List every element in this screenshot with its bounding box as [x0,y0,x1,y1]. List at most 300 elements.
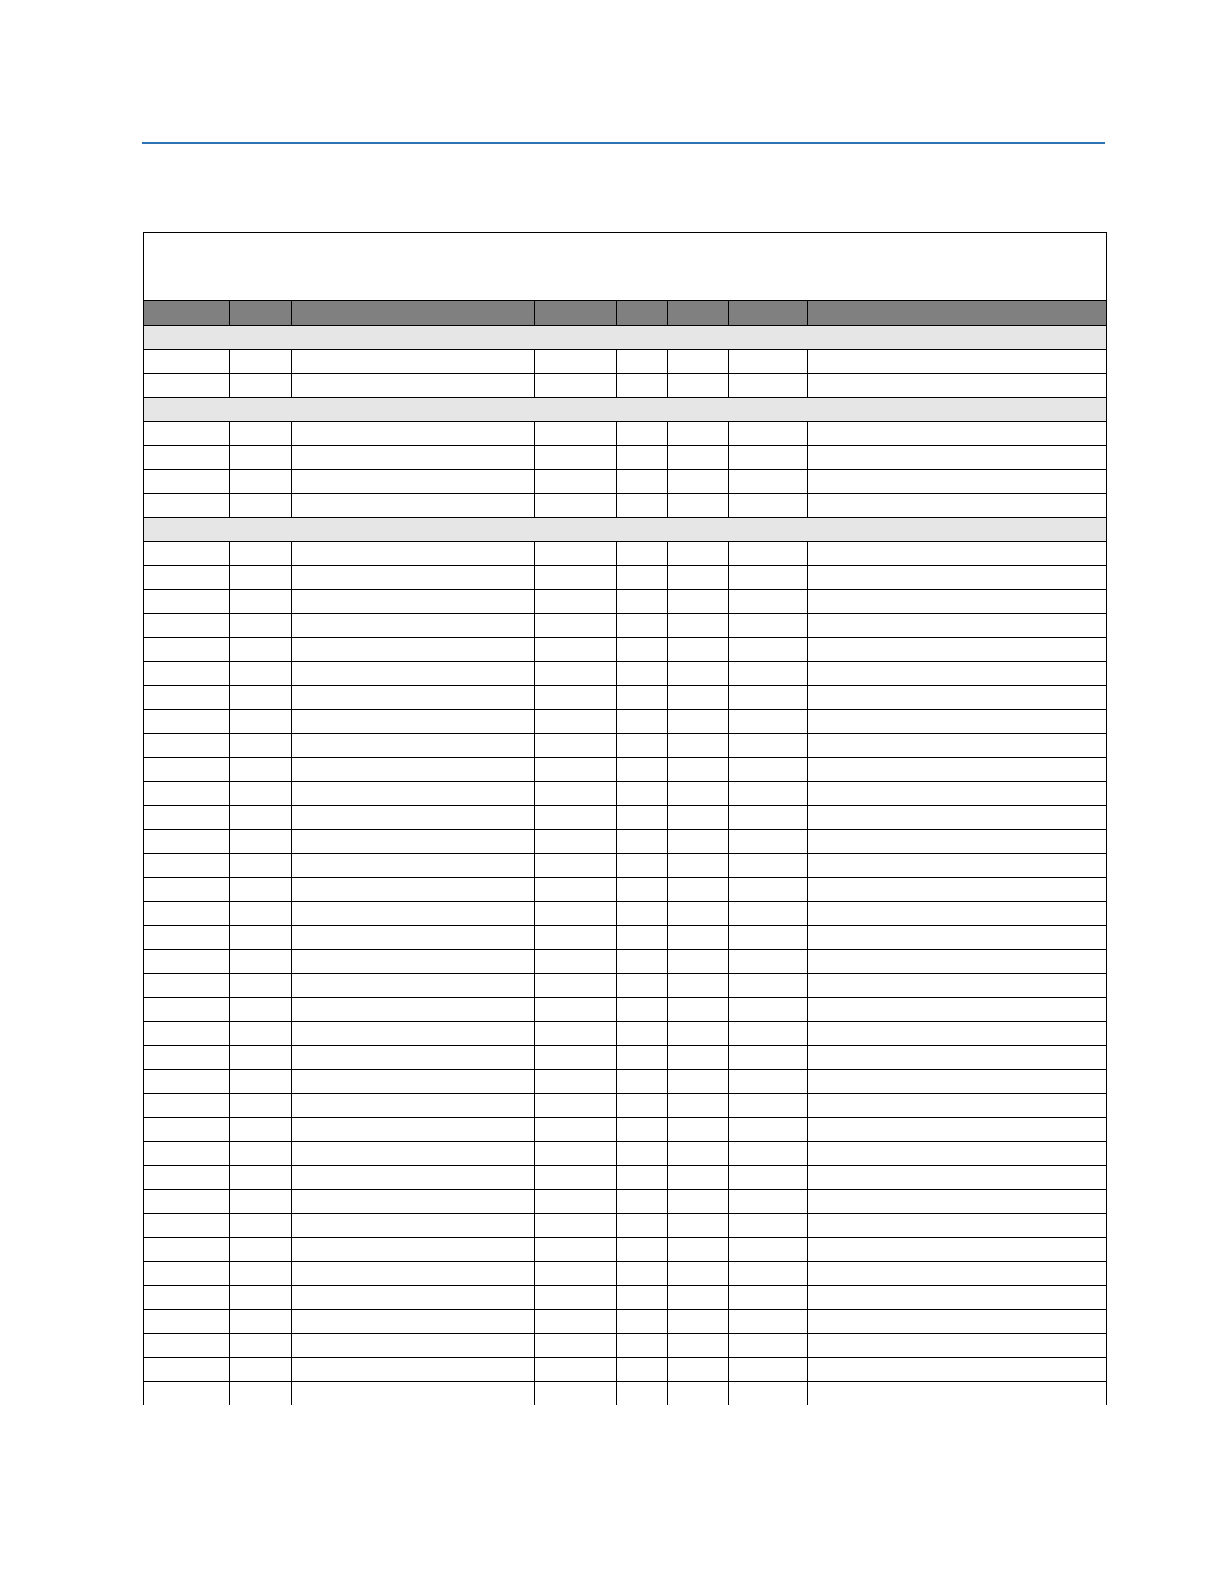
table-cell [808,758,1107,782]
table-cell [617,1238,668,1262]
table-cell [808,1286,1107,1310]
table-cell [729,542,808,566]
table-cell [535,1262,617,1286]
table-row [144,1238,1107,1262]
table-cell [668,974,729,998]
table-cell [230,758,292,782]
table-cell [617,950,668,974]
table-cell [144,998,230,1022]
table-cell [617,638,668,662]
table-cell [144,854,230,878]
table-row [144,1286,1107,1310]
table-cell [144,1118,230,1142]
table-cell [808,1382,1107,1406]
table-cell [292,782,535,806]
table-cell [535,1094,617,1118]
table-cell [808,998,1107,1022]
table-cell [292,662,535,686]
table-cell [535,422,617,446]
table-cell [808,902,1107,926]
table-cell [617,830,668,854]
table-cell [808,494,1107,518]
table-cell [144,1286,230,1310]
table-cell [535,878,617,902]
table-cell [535,1118,617,1142]
table-cell [617,974,668,998]
table-cell [230,686,292,710]
table-cell [144,1166,230,1190]
table-cell [729,1070,808,1094]
table-cell [535,1190,617,1214]
table-cell [668,1094,729,1118]
table-row [144,446,1107,470]
table-cell [617,1118,668,1142]
table-cell [535,566,617,590]
table-row [144,1022,1107,1046]
table-cell [144,1334,230,1358]
table-cell [808,470,1107,494]
table-cell [144,1310,230,1334]
table-cell [729,878,808,902]
table-cell [230,446,292,470]
table-cell [729,782,808,806]
table-cell [144,902,230,926]
table-cell [230,1190,292,1214]
table-cell [617,1310,668,1334]
section-label [144,518,1107,542]
table-cell [535,902,617,926]
table-cell [808,662,1107,686]
table-cell [668,1070,729,1094]
table-row [144,998,1107,1022]
table-cell [292,1142,535,1166]
table-cell [292,1070,535,1094]
table-cell [668,614,729,638]
table-cell [230,734,292,758]
table-cell [668,542,729,566]
table-cell [230,470,292,494]
table-row [144,950,1107,974]
table-cell [808,590,1107,614]
table-cell [230,1046,292,1070]
table-row [144,1358,1107,1382]
table-cell [144,566,230,590]
table-cell [668,566,729,590]
table-cell [144,878,230,902]
column-header [729,301,808,326]
table-row [144,494,1107,518]
table-cell [668,1118,729,1142]
table-cell [808,1022,1107,1046]
table-cell [144,470,230,494]
table-cell [535,830,617,854]
table-cell [617,494,668,518]
table-cell [230,1142,292,1166]
table-row [144,1094,1107,1118]
table-row [144,734,1107,758]
table-cell [617,998,668,1022]
table-cell [144,1382,230,1406]
table-cell [144,1022,230,1046]
table-cell [808,926,1107,950]
table-cell [668,1358,729,1382]
table-cell [535,1382,617,1406]
table-cell [668,422,729,446]
table-cell [144,758,230,782]
table-cell [617,1070,668,1094]
table-row [144,590,1107,614]
table-cell [668,1190,729,1214]
table-cell [292,854,535,878]
table-cell [617,758,668,782]
table-cell [292,374,535,398]
table-cell [292,830,535,854]
table-cell [668,686,729,710]
table-cell [230,1358,292,1382]
table-cell [808,830,1107,854]
table-cell [535,1070,617,1094]
table-cell [535,950,617,974]
table-cell [292,878,535,902]
table-cell [668,1310,729,1334]
table-cell [292,758,535,782]
table-cell [535,854,617,878]
table-cell [292,902,535,926]
table-cell [292,1166,535,1190]
table-row [144,422,1107,446]
column-header [535,301,617,326]
table-row [144,878,1107,902]
table-cell [144,590,230,614]
table-cell [729,734,808,758]
table-row [144,542,1107,566]
table-cell [617,1334,668,1358]
table-cell [617,926,668,950]
table-cell [144,1214,230,1238]
table-cell [808,1046,1107,1070]
table-cell [617,1358,668,1382]
table-cell [292,950,535,974]
table-cell [230,854,292,878]
table-cell [729,950,808,974]
table-cell [535,734,617,758]
table-cell [729,1358,808,1382]
table-cell [292,1118,535,1142]
table-cell [292,1310,535,1334]
document-table [143,232,1107,1405]
table-cell [535,494,617,518]
table-cell [617,1022,668,1046]
table-cell [808,782,1107,806]
table-cell [144,1046,230,1070]
table-cell [808,950,1107,974]
table-cell [230,614,292,638]
table-row [144,350,1107,374]
table-row [144,1046,1107,1070]
table-cell [144,422,230,446]
table-row [144,686,1107,710]
table-cell [144,446,230,470]
table-cell [617,350,668,374]
table-cell [292,638,535,662]
table-cell [292,1286,535,1310]
table-cell [617,878,668,902]
table-cell [144,1142,230,1166]
table-cell [535,710,617,734]
table-cell [617,902,668,926]
table-cell [535,1358,617,1382]
section-label [144,398,1107,422]
table-cell [668,734,729,758]
table-cell [144,494,230,518]
table-cell [230,422,292,446]
header-rule [142,142,1105,144]
table-cell [617,1142,668,1166]
table-cell [535,350,617,374]
table-cell [668,926,729,950]
table-cell [617,374,668,398]
table-cell [230,902,292,926]
table-cell [292,446,535,470]
table-cell [144,374,230,398]
table-cell [729,710,808,734]
table-cell [292,926,535,950]
table-cell [808,1334,1107,1358]
column-header [144,301,230,326]
table-title-row [144,233,1107,301]
table-cell [729,1310,808,1334]
table-cell [808,686,1107,710]
table-cell [668,590,729,614]
table-cell [808,542,1107,566]
table-cell [292,1094,535,1118]
table-cell [808,638,1107,662]
table-row [144,902,1107,926]
table-cell [729,1046,808,1070]
table-cell [292,614,535,638]
table-cell [668,1046,729,1070]
table-cell [230,590,292,614]
table-cell [729,638,808,662]
table-cell [808,734,1107,758]
table-cell [668,950,729,974]
table-row [144,1118,1107,1142]
table-row [144,1214,1107,1238]
table-cell [230,662,292,686]
table-cell [668,1022,729,1046]
table-row [144,1070,1107,1094]
column-header [808,301,1107,326]
table-cell [230,1310,292,1334]
table-cell [729,422,808,446]
table-row [144,1382,1107,1406]
table-cell [617,590,668,614]
table-cell [808,1166,1107,1190]
table-cell [535,446,617,470]
table-cell [230,710,292,734]
table-row [144,566,1107,590]
table-cell [230,830,292,854]
table-cell [668,1142,729,1166]
table-cell [808,1310,1107,1334]
table-cell [729,1118,808,1142]
table-cell [230,1382,292,1406]
table-cell [617,542,668,566]
table-cell [668,902,729,926]
table-cell [668,470,729,494]
table-cell [617,782,668,806]
table-cell [617,1262,668,1286]
table-cell [668,710,729,734]
table-cell [729,446,808,470]
table-row [144,974,1107,998]
table-cell [292,1382,535,1406]
table-cell [230,998,292,1022]
table-cell [617,1046,668,1070]
table-cell [535,758,617,782]
table-cell [144,926,230,950]
table-cell [535,1310,617,1334]
table-cell [535,686,617,710]
table-row [144,1262,1107,1286]
table-cell [729,614,808,638]
table-cell [668,806,729,830]
table-cell [144,806,230,830]
table-cell [729,374,808,398]
table-row [144,854,1107,878]
table-cell [230,1334,292,1358]
table-cell [292,1214,535,1238]
table-cell [230,566,292,590]
table-cell [535,1166,617,1190]
table-cell [668,830,729,854]
table-cell [535,638,617,662]
table-cell [668,1262,729,1286]
table-cell [729,1262,808,1286]
table-cell [729,854,808,878]
table-cell [617,806,668,830]
section-row [144,326,1107,350]
table-cell [144,1094,230,1118]
table-cell [668,374,729,398]
table-cell [808,1118,1107,1142]
table-cell [729,758,808,782]
table-row [144,374,1107,398]
table-cell [292,590,535,614]
table-cell [617,614,668,638]
table-cell [729,1094,808,1118]
table-cell [535,1238,617,1262]
table-cell [144,350,230,374]
table-cell [729,926,808,950]
table-cell [144,542,230,566]
table-cell [144,950,230,974]
table-cell [808,422,1107,446]
table-cell [668,1286,729,1310]
table-cell [668,638,729,662]
table-body [144,233,1107,1406]
table-cell [144,1190,230,1214]
table-cell [230,1166,292,1190]
table-cell [808,1190,1107,1214]
table-cell [230,1214,292,1238]
table-cell [668,758,729,782]
table-cell [144,662,230,686]
table-cell [729,1142,808,1166]
table-row [144,614,1107,638]
table-cell [617,470,668,494]
table-cell [808,614,1107,638]
table-cell [535,998,617,1022]
table-cell [729,1022,808,1046]
table-cell [535,1142,617,1166]
table-cell [617,734,668,758]
table-cell [144,830,230,854]
table-cell [292,1262,535,1286]
table-cell [668,662,729,686]
table-row [144,1166,1107,1190]
table-cell [230,1022,292,1046]
table-cell [230,1094,292,1118]
table-cell [617,710,668,734]
table-cell [230,494,292,518]
section-label [144,326,1107,350]
table-cell [292,806,535,830]
table-cell [729,686,808,710]
table-cell [668,1214,729,1238]
table-cell [808,710,1107,734]
column-header [668,301,729,326]
table-cell [144,614,230,638]
table-cell [668,782,729,806]
table-cell [292,998,535,1022]
table-cell [729,590,808,614]
table-cell [292,470,535,494]
table-row [144,830,1107,854]
table-cell [808,1262,1107,1286]
table-cell [535,470,617,494]
table-cell [535,590,617,614]
table-cell [535,1286,617,1310]
section-row [144,398,1107,422]
table-cell [292,710,535,734]
table-cell [230,374,292,398]
table-cell [808,1214,1107,1238]
table-cell [729,1166,808,1190]
table-cell [535,1334,617,1358]
table-row [144,926,1107,950]
table-cell [808,1070,1107,1094]
table-row [144,1334,1107,1358]
table-cell [292,542,535,566]
table-cell [292,1334,535,1358]
table-header-row [144,301,1107,326]
table-cell [230,782,292,806]
table-cell [729,902,808,926]
table-cell [144,974,230,998]
table-cell [617,1190,668,1214]
table-cell [729,1286,808,1310]
table-cell [535,1022,617,1046]
table-cell [808,374,1107,398]
table-cell [729,806,808,830]
table-cell [808,1238,1107,1262]
table-cell [144,638,230,662]
table-cell [808,974,1107,998]
table-cell [230,1118,292,1142]
table-cell [144,686,230,710]
table-cell [535,542,617,566]
